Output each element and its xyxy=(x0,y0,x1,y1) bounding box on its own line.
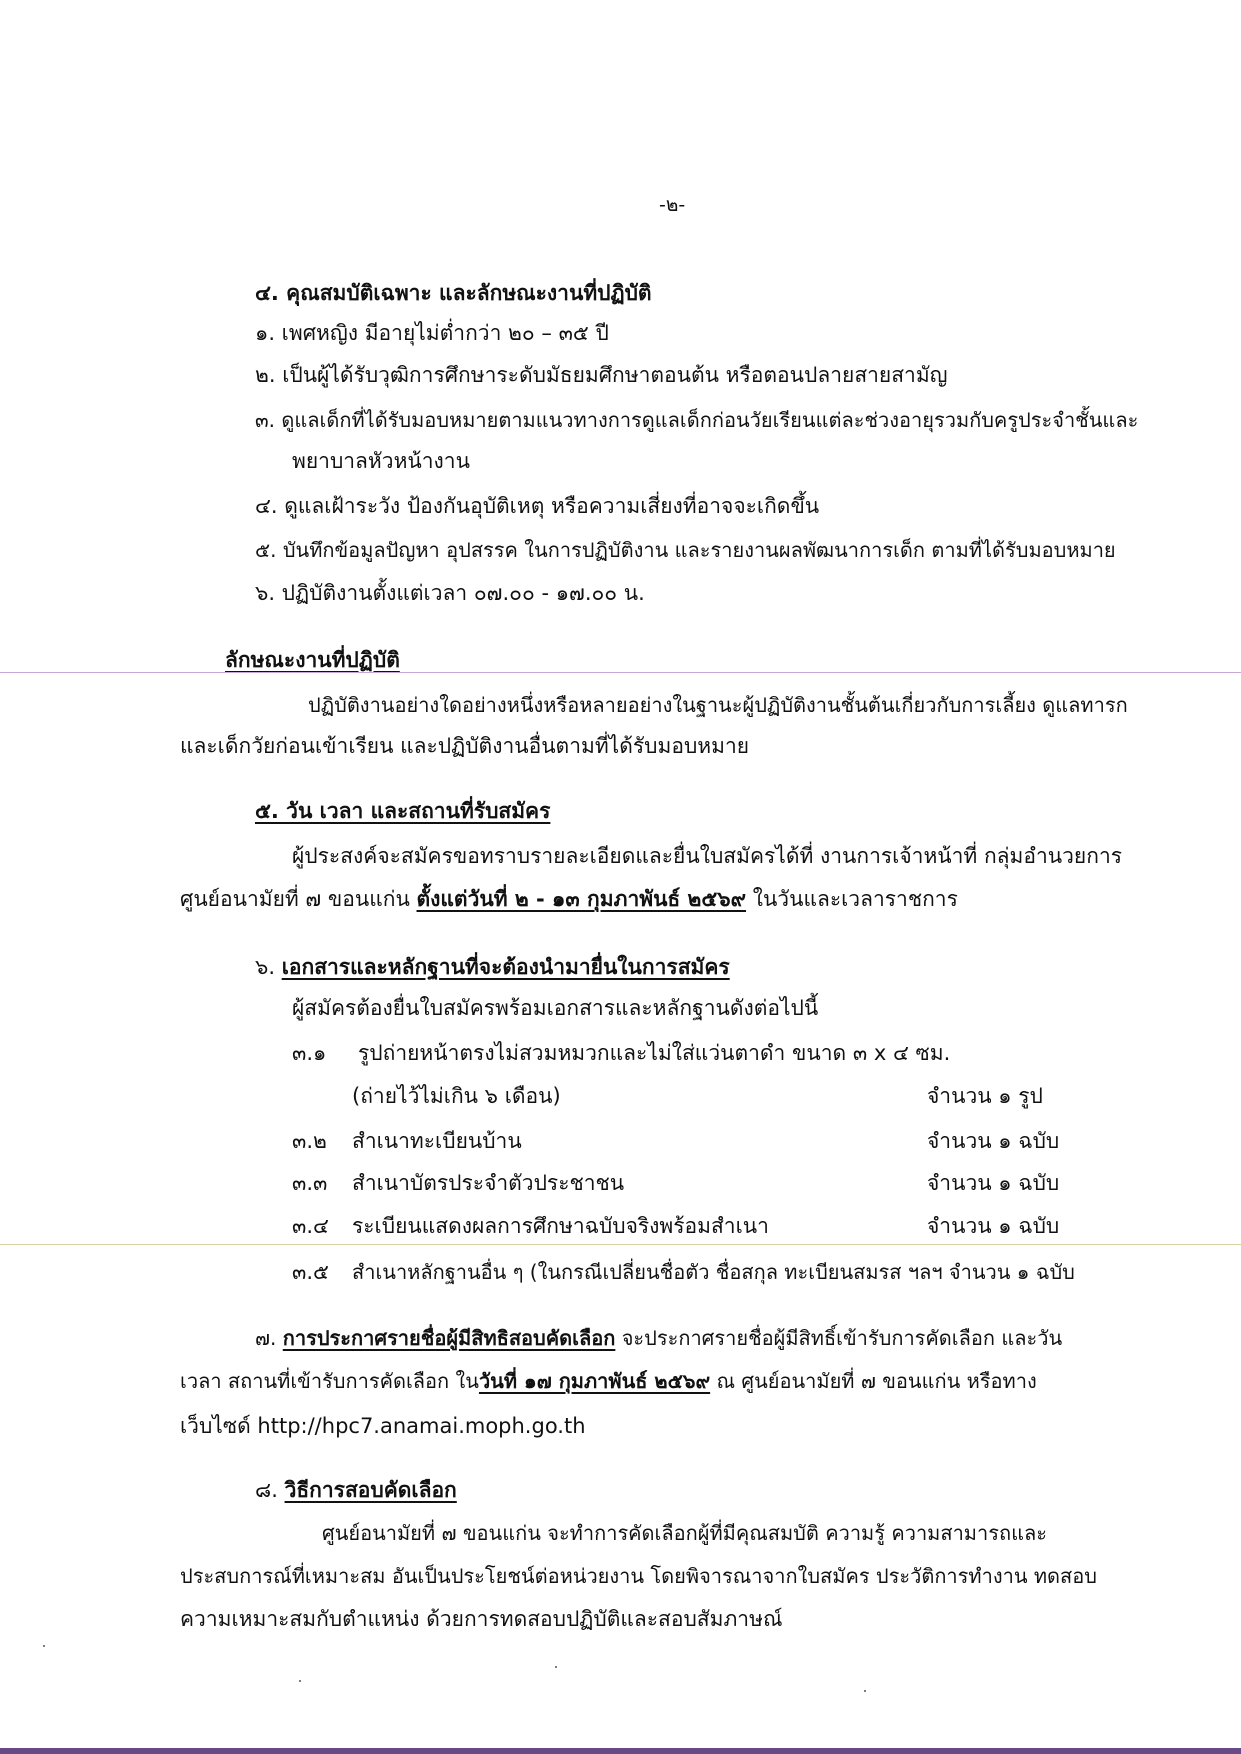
doc-item-qty: จำนวน ๑ ฉบับ xyxy=(927,1171,1060,1195)
doc-item-qty: จำนวน ๑ ฉบับ xyxy=(927,1214,1060,1238)
section-4-heading: ๔. คุณสมบัติเฉพาะ และลักษณะงานที่ปฏิบัติ xyxy=(255,281,652,305)
scan-speck xyxy=(299,1680,301,1682)
doc-item-number: ๓.๒ xyxy=(292,1129,327,1153)
section-5-heading: ๕. วัน เวลา และสถานที่รับสมัคร xyxy=(255,799,551,823)
section-7-line xyxy=(255,1323,1062,1353)
scan-line xyxy=(0,1244,1241,1245)
section-title: เอกสารและหลักฐานที่จะต้องนำมายื่นในการสมัคร xyxy=(281,955,730,979)
list-item: ๖. ปฏิบัติงานตั้งแต่เวลา ๐๗.๐๐ - ๑๗.๐๐ น. xyxy=(255,581,645,605)
paragraph-line: ความเหมาะสมกับตำแหน่ง ด้วยการทดสอบปฏิบัติและสอบสัมภาษณ์ xyxy=(180,1607,783,1631)
doc-item-text: ระเบียนแสดงผลการศึกษาฉบับจริงพร้อมสำเนา xyxy=(352,1214,769,1238)
section-number: ๘. xyxy=(255,1478,285,1502)
scan-speck xyxy=(555,1666,557,1668)
doc-item-number: ๓.๓ xyxy=(292,1171,328,1195)
list-item: ๒. เป็นผู้ได้รับวุฒิการศึกษาระดับมัธยมศึกษาตอนต้น หรือตอนปลายสายสามัญ xyxy=(255,363,948,387)
doc-item-number: ๓.๕ xyxy=(292,1260,329,1284)
doc-item-number: ๓.๑ xyxy=(292,1041,327,1065)
doc-item-text: สำเนาหลักฐานอื่น ๆ (ในกรณีเปลี่ยนชื่อตัว ชื่อสกุล ทะเบียนสมรส ฯลฯ จำนวน ๑ ฉบับ xyxy=(352,1260,1075,1284)
text-span: เวลา สถานที่เข้ารับการคัดเลือก ใน xyxy=(180,1369,479,1393)
list-item: ๓. ดูแลเด็กที่ได้รับมอบหมายตามแนวทางการดูแลเด็กก่อนวัยเรียนแต่ละช่วงอายุรวมกับครูประจำชั้นและ xyxy=(255,408,1139,432)
doc-item-text: สำเนาทะเบียนบ้าน xyxy=(352,1129,522,1153)
doc-item-number: ๓.๔ xyxy=(292,1214,329,1238)
paragraph-line: ผู้สมัครต้องยื่นใบสมัครพร้อมเอกสารและหลักฐานดังต่อไปนี้ xyxy=(292,996,819,1020)
list-item: ๔. ดูแลเฝ้าระวัง ป้องกันอุบัติเหตุ หรือความเสี่ยงที่อาจจะเกิดขึ้น xyxy=(255,494,820,518)
scan-bottom-edge xyxy=(0,1748,1241,1754)
section-number: ๗. xyxy=(255,1326,283,1350)
paragraph-line xyxy=(180,1366,1037,1396)
text-span: ในวันและเวลาราชการ xyxy=(746,887,958,911)
paragraph-line: ปฏิบัติงานอย่างใดอย่างหนึ่งหรือหลายอย่างในฐานะผู้ปฏิบัติงานชั้นต้นเกี่ยวกับการเลี้ยง ดูแลทารก xyxy=(308,693,1128,717)
scan-speck xyxy=(864,1690,866,1692)
doc-item-qty: จำนวน ๑ รูป xyxy=(927,1084,1043,1108)
section-7-heading: การประกาศรายชื่อผู้มีสิทธิสอบคัดเลือก xyxy=(282,1326,616,1350)
website-line: เว็บไซด์ http://hpc7.anamai.moph.go.th xyxy=(180,1414,586,1438)
doc-item-text: รูปถ่ายหน้าตรงไม่สวมหมวกและไม่ใส่แว่นตาดำ ขนาด ๓ x ๔ ซม. xyxy=(358,1041,951,1065)
paragraph-line: และเด็กวัยก่อนเข้าเรียน และปฏิบัติงานอื่นตามที่ได้รับมอบหมาย xyxy=(180,734,750,758)
section-6-heading xyxy=(255,952,730,982)
list-item: ๑. เพศหญิง มีอายุไม่ต่ำกว่า ๒๐ – ๓๕ ปี xyxy=(255,321,609,345)
application-period: ตั้งแต่วันที่ ๒ - ๑๓ กุมภาพันธ์ ๒๕๖๙ xyxy=(416,887,747,911)
section-title: วิธีการสอบคัดเลือก xyxy=(284,1478,457,1502)
doc-item-text: (ถ่ายไว้ไม่เกิน ๖ เดือน) xyxy=(352,1084,561,1108)
doc-item-text: สำเนาบัตรประจำตัวประชาชน xyxy=(352,1171,625,1195)
text-span: จะประกาศรายชื่อผู้มีสิทธิ์เข้ารับการคัดเลือก และวัน xyxy=(615,1326,1063,1350)
job-nature-heading: ลักษณะงานที่ปฏิบัติ xyxy=(225,648,400,672)
scan-line xyxy=(0,672,1241,673)
list-item: ๕. บันทึกข้อมูลปัญหา อุปสรรค ในการปฏิบัติงาน และรายงานผลพัฒนาการเด็ก ตามที่ได้รับมอบหมาย xyxy=(255,538,1116,562)
section-8-heading xyxy=(255,1475,457,1505)
scan-speck xyxy=(43,1645,45,1647)
text-span: ศูนย์อนามัยที่ ๗ ขอนแก่น xyxy=(180,887,417,911)
announcement-date: วันที่ ๑๗ กุมภาพันธ์ ๒๕๖๙ xyxy=(478,1369,711,1393)
paragraph-line: ศูนย์อนามัยที่ ๗ ขอนแก่น จะทำการคัดเลือกผู้ที่มีคุณสมบัติ ความรู้ ความสามารถและ xyxy=(322,1521,1047,1545)
doc-item-qty: จำนวน ๑ ฉบับ xyxy=(927,1129,1060,1153)
page-number: -๒- xyxy=(659,194,686,216)
section-number: ๖. xyxy=(255,955,282,979)
text-span: ณ ศูนย์อนามัยที่ ๗ ขอนแก่น หรือทาง xyxy=(710,1369,1037,1393)
paragraph-line: ผู้ประสงค์จะสมัครขอทราบรายละเอียดและยื่นใบสมัครได้ที่ งานการเจ้าหน้าที่ กลุ่มอำนวยการ xyxy=(292,844,1123,868)
list-item-continuation: พยาบาลหัวหน้างาน xyxy=(292,449,470,473)
paragraph-line xyxy=(180,884,958,914)
paragraph-line: ประสบการณ์ที่เหมาะสม อันเป็นประโยชน์ต่อหน่วยงาน โดยพิจารณาจากใบสมัคร ประวัติการทำงาน ทดสอบ xyxy=(180,1564,1097,1588)
